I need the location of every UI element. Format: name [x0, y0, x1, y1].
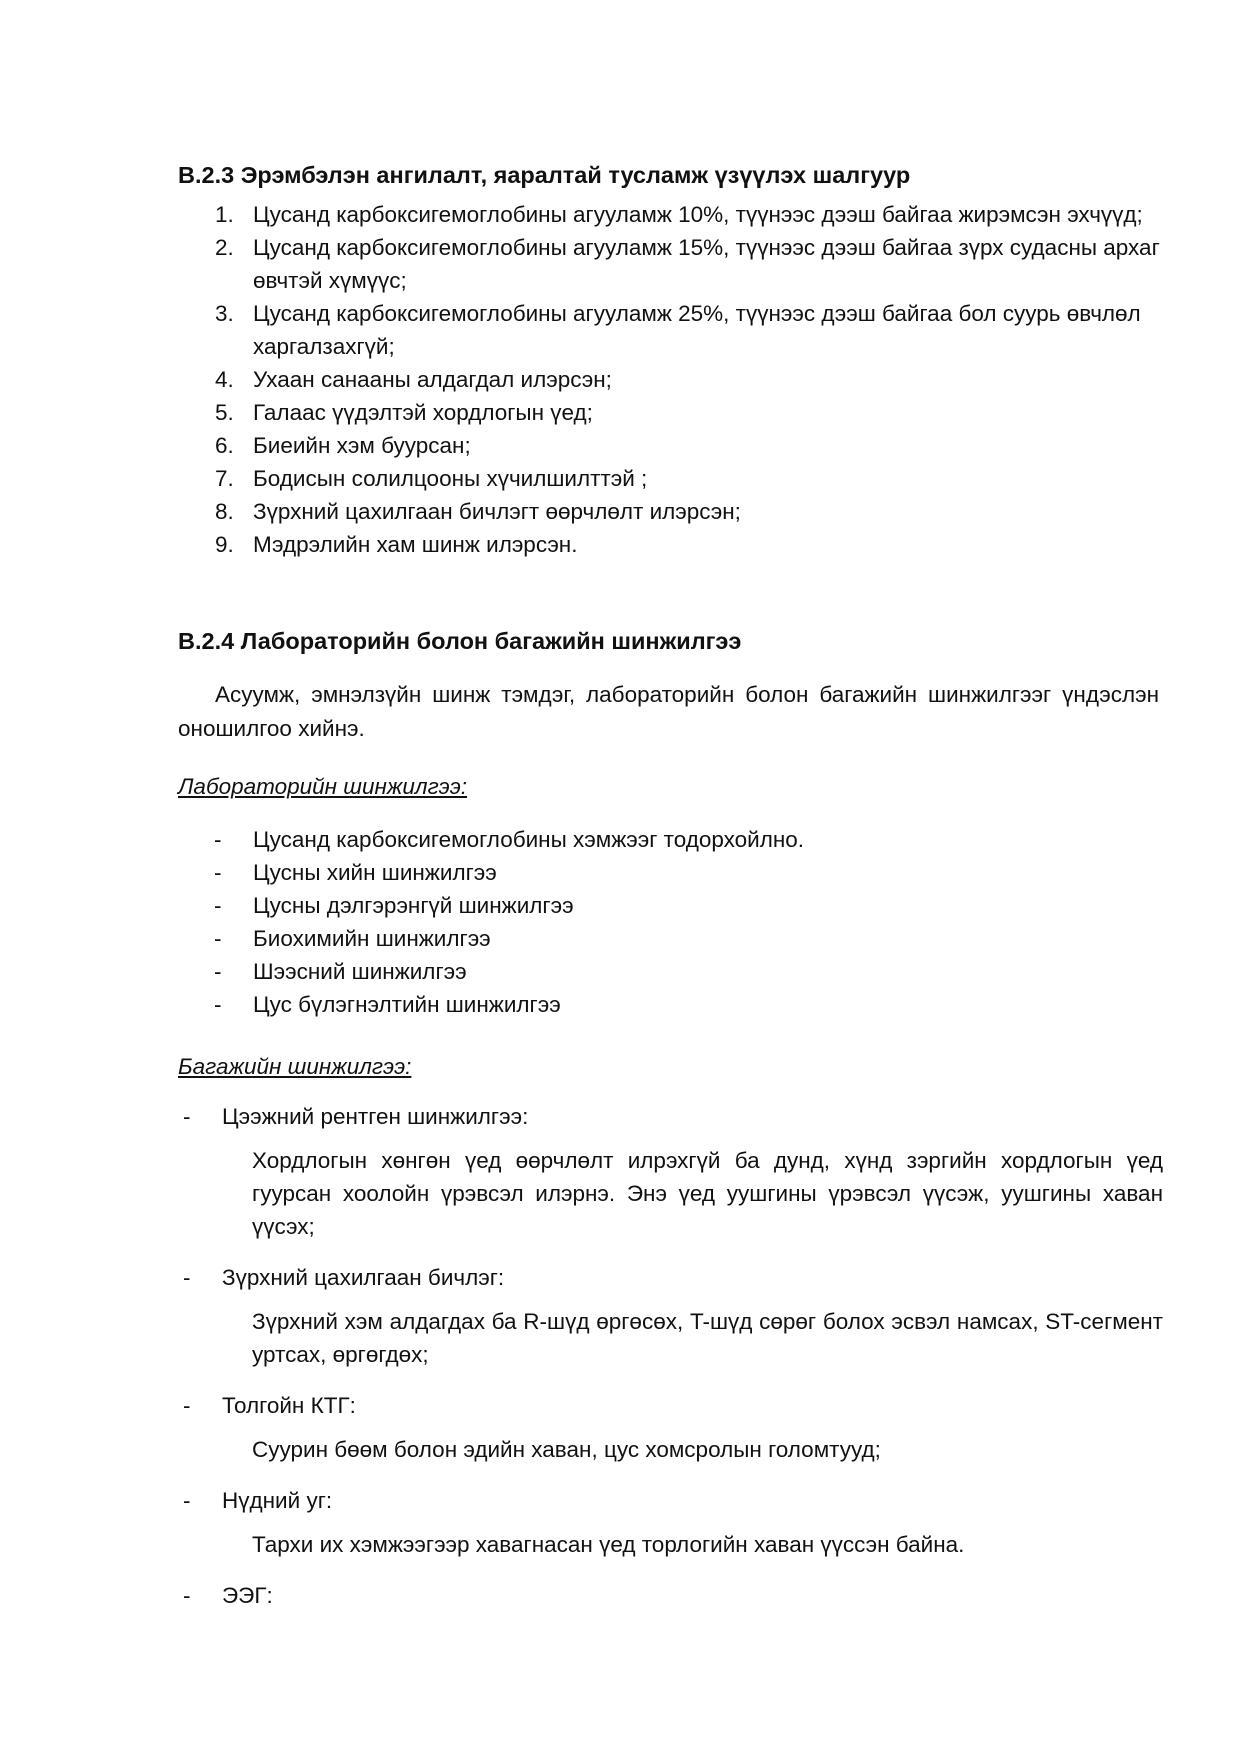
item-text: Биеийн хэм буурсан;	[253, 433, 471, 458]
item-text: Цусанд карбоксигемоглобины агууламж 25%, түүнээс дээш байгаа бол суурь өвчлөл харгалзахгүй;	[253, 301, 1141, 359]
dash-bullet: -	[214, 959, 222, 984]
item-text: Галаас үүдэлтэй хордлогын үед;	[253, 400, 593, 425]
lab-tests-list	[214, 823, 804, 1021]
list-item	[205, 396, 1165, 429]
criteria-list	[205, 198, 1165, 561]
list-item	[205, 462, 1165, 495]
item-description: Зүрхний хэм алдагдах ба R-шүд өргөсөх, T-шүд сөрөг болох эсвэл намсах, ST-сегмент уртсах, өргөгдөх;	[252, 1309, 1163, 1367]
dash-bullet: -	[214, 827, 222, 852]
item-text: Бодисын солилцооны хүчилшилттэй ;	[253, 466, 648, 491]
item-title: Нүдний уг:	[222, 1488, 333, 1513]
instrumental-tests-list	[183, 1102, 1163, 1631]
list-item	[214, 856, 804, 889]
list-item	[214, 988, 804, 1021]
section-heading-b24: B.2.4 Лабораторийн болон багажийн шинжилгээ	[178, 628, 742, 654]
dash-bullet: -	[183, 1393, 191, 1418]
item-text: Зүрхний цахилгаан бичлэгт өөрчлөлт илэрсэн;	[253, 499, 741, 524]
dash-bullet: -	[214, 893, 222, 918]
item-text: Мэдрэлийн хам шинж илэрсэн.	[253, 532, 578, 557]
item-text: Цус бүлэгнэлтийн шинжилгээ	[253, 992, 561, 1017]
list-item	[183, 1581, 1163, 1611]
item-title: Зүрхний цахилгаан бичлэг:	[222, 1265, 505, 1290]
list-item	[183, 1486, 1163, 1561]
item-number: 3.	[215, 301, 234, 326]
list-item	[205, 297, 1165, 363]
lab-subheading: Лабораторийн шинжилгээ:	[178, 774, 468, 799]
list-item	[205, 528, 1165, 561]
item-text: Цусны хийн шинжилгээ	[253, 860, 497, 885]
list-item	[183, 1102, 1163, 1243]
item-text: Ухаан санааны алдагдал илэрсэн;	[253, 367, 612, 392]
item-number: 6.	[215, 433, 234, 458]
item-description: Тархи их хэмжээгээр хавагнасан үед торлогийн хаван үүссэн байна.	[252, 1532, 965, 1557]
list-item	[205, 429, 1165, 462]
item-text: Шээсний шинжилгээ	[253, 959, 467, 984]
item-number: 2.	[215, 235, 234, 260]
list-item	[214, 823, 804, 856]
item-text: Цусанд карбоксигемоглобины хэмжээг тодорхойлно.	[253, 827, 805, 852]
dash-bullet: -	[183, 1488, 191, 1513]
item-text: Цусны дэлгэрэнгүй шинжилгээ	[253, 893, 574, 918]
item-number: 5.	[215, 400, 234, 425]
list-item	[205, 495, 1165, 528]
dash-bullet: -	[183, 1265, 191, 1290]
item-number: 1.	[215, 202, 234, 227]
dash-bullet: -	[214, 992, 222, 1017]
list-item	[214, 922, 804, 955]
item-number: 8.	[215, 499, 234, 524]
list-item	[183, 1391, 1163, 1466]
list-item	[205, 231, 1165, 297]
item-text: Биохимийн шинжилгээ	[253, 926, 491, 951]
list-item	[214, 889, 804, 922]
item-number: 7.	[215, 466, 234, 491]
item-description: Хордлогын хөнгөн үед өөрчлөлт илрэхгүй ба дунд, хүнд зэргийн хордлогын үед гуурсан хоолойн үрэвсэл илэрнэ. Энэ үед уушгины үрэвсэл үүсэж, уушгины хаван үүсэх;	[252, 1148, 1163, 1239]
instrumental-subheading: Багажийн шинжилгээ:	[178, 1054, 412, 1079]
dash-bullet: -	[183, 1583, 191, 1608]
list-item	[183, 1263, 1163, 1371]
item-number: 9.	[215, 532, 234, 557]
dash-bullet: -	[183, 1104, 191, 1129]
item-text: Цусанд карбоксигемоглобины агууламж 15%, түүнээс дээш байгаа зүрх судасны архаг өвчтэй хүмүүс;	[253, 235, 1160, 293]
item-description: Суурин бөөм болон эдийн хаван, цус хомсролын голомтууд;	[252, 1437, 881, 1462]
item-title: Цээжний рентген шинжилгээ:	[222, 1104, 529, 1129]
item-number: 4.	[215, 367, 234, 392]
list-item	[205, 363, 1165, 396]
dash-bullet: -	[214, 926, 222, 951]
list-item	[205, 198, 1165, 231]
section-heading-b23: B.2.3 Эрэмбэлэн ангилалт, яаралтай тусламж үзүүлэх шалгуур	[178, 162, 911, 188]
dash-bullet: -	[214, 860, 222, 885]
list-item	[214, 955, 804, 988]
item-title: ЭЭГ:	[222, 1583, 273, 1608]
item-title: Толгойн КТГ:	[222, 1393, 356, 1418]
intro-paragraph: Асуумж, эмнэлзүйн шинж тэмдэг, лабораторийн болон багажийн шинжилгээг үндэслэн оношилгоо хийнэ.	[178, 682, 1159, 741]
item-text: Цусанд карбоксигемоглобины агууламж 10%, түүнээс дээш байгаа жирэмсэн эхчүүд;	[253, 202, 1143, 227]
